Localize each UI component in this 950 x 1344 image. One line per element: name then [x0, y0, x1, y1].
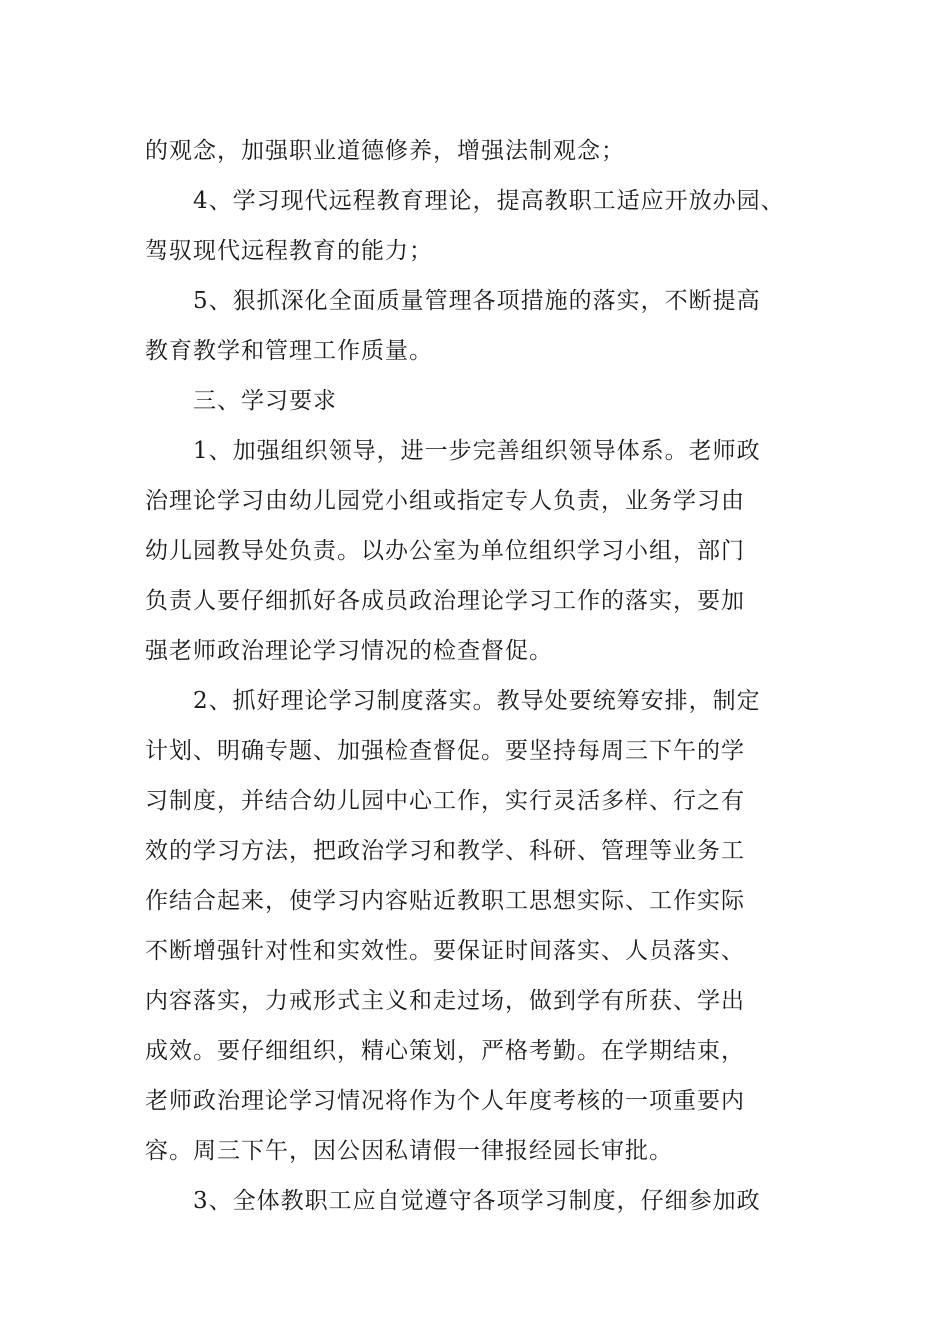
text-line-13: 计划、明确专题、加强检查督促。要坚持每周三下午的学	[145, 738, 745, 764]
text-line-11: 强老师政治理论学习情况的检查督促。	[145, 638, 553, 664]
text-line-21: 容。周三下午，因公因私请假一律报经园长审批。	[145, 1138, 673, 1164]
text-line-20: 老师政治理论学习情况将作为个人年度考核的一项重要内	[145, 1088, 745, 1114]
text-line-10: 负责人要仔细抓好各成员政治理论学习工作的落实，要加	[145, 588, 745, 614]
text-line-19: 成效。要仔细组织，精心策划，严格考勤。在学期结束，	[145, 1038, 745, 1064]
text-line-17: 不断增强针对性和实效性。要保证时间落实、人员落实、	[145, 938, 745, 964]
text-line-3: 驾驭现代远程教育的能力；	[145, 238, 433, 264]
text-line-8: 治理论学习由幼儿园党小组或指定专人负责，业务学习由	[145, 488, 745, 514]
text-line-1: 的观念，加强职业道德修养，增强法制观念；	[145, 138, 625, 164]
text-line-18: 内容落实，力戒形式主义和走过场，做到学有所获、学出	[145, 988, 745, 1014]
text-line-4: 5、狠抓深化全面质量管理各项措施的落实，不断提高	[193, 288, 761, 314]
text-line-5: 教育教学和管理工作质量。	[145, 338, 433, 364]
section-heading: 三、学习要求	[193, 388, 337, 414]
text-line-12: 2、抓好理论学习制度落实。教导处要统筹安排，制定	[193, 688, 761, 714]
text-line-14: 习制度，并结合幼儿园中心工作，实行灵活多样、行之有	[145, 788, 745, 814]
text-line-2: 4、学习现代远程教育理论，提高教职工适应开放办园、	[193, 188, 785, 214]
text-line-7: 1、加强组织领导，进一步完善组织领导体系。老师政	[193, 438, 761, 464]
text-line-16: 作结合起来，使学习内容贴近教职工思想实际、工作实际	[145, 888, 745, 914]
document-body	[145, 126, 810, 1226]
text-line-15: 效的学习方法，把政治学习和教学、科研、管理等业务工	[145, 838, 745, 864]
text-line-9: 幼儿园教导处负责。以办公室为单位组织学习小组，部门	[145, 538, 745, 564]
text-line-22: 3、全体教职工应自觉遵守各项学习制度，仔细参加政	[193, 1188, 761, 1214]
